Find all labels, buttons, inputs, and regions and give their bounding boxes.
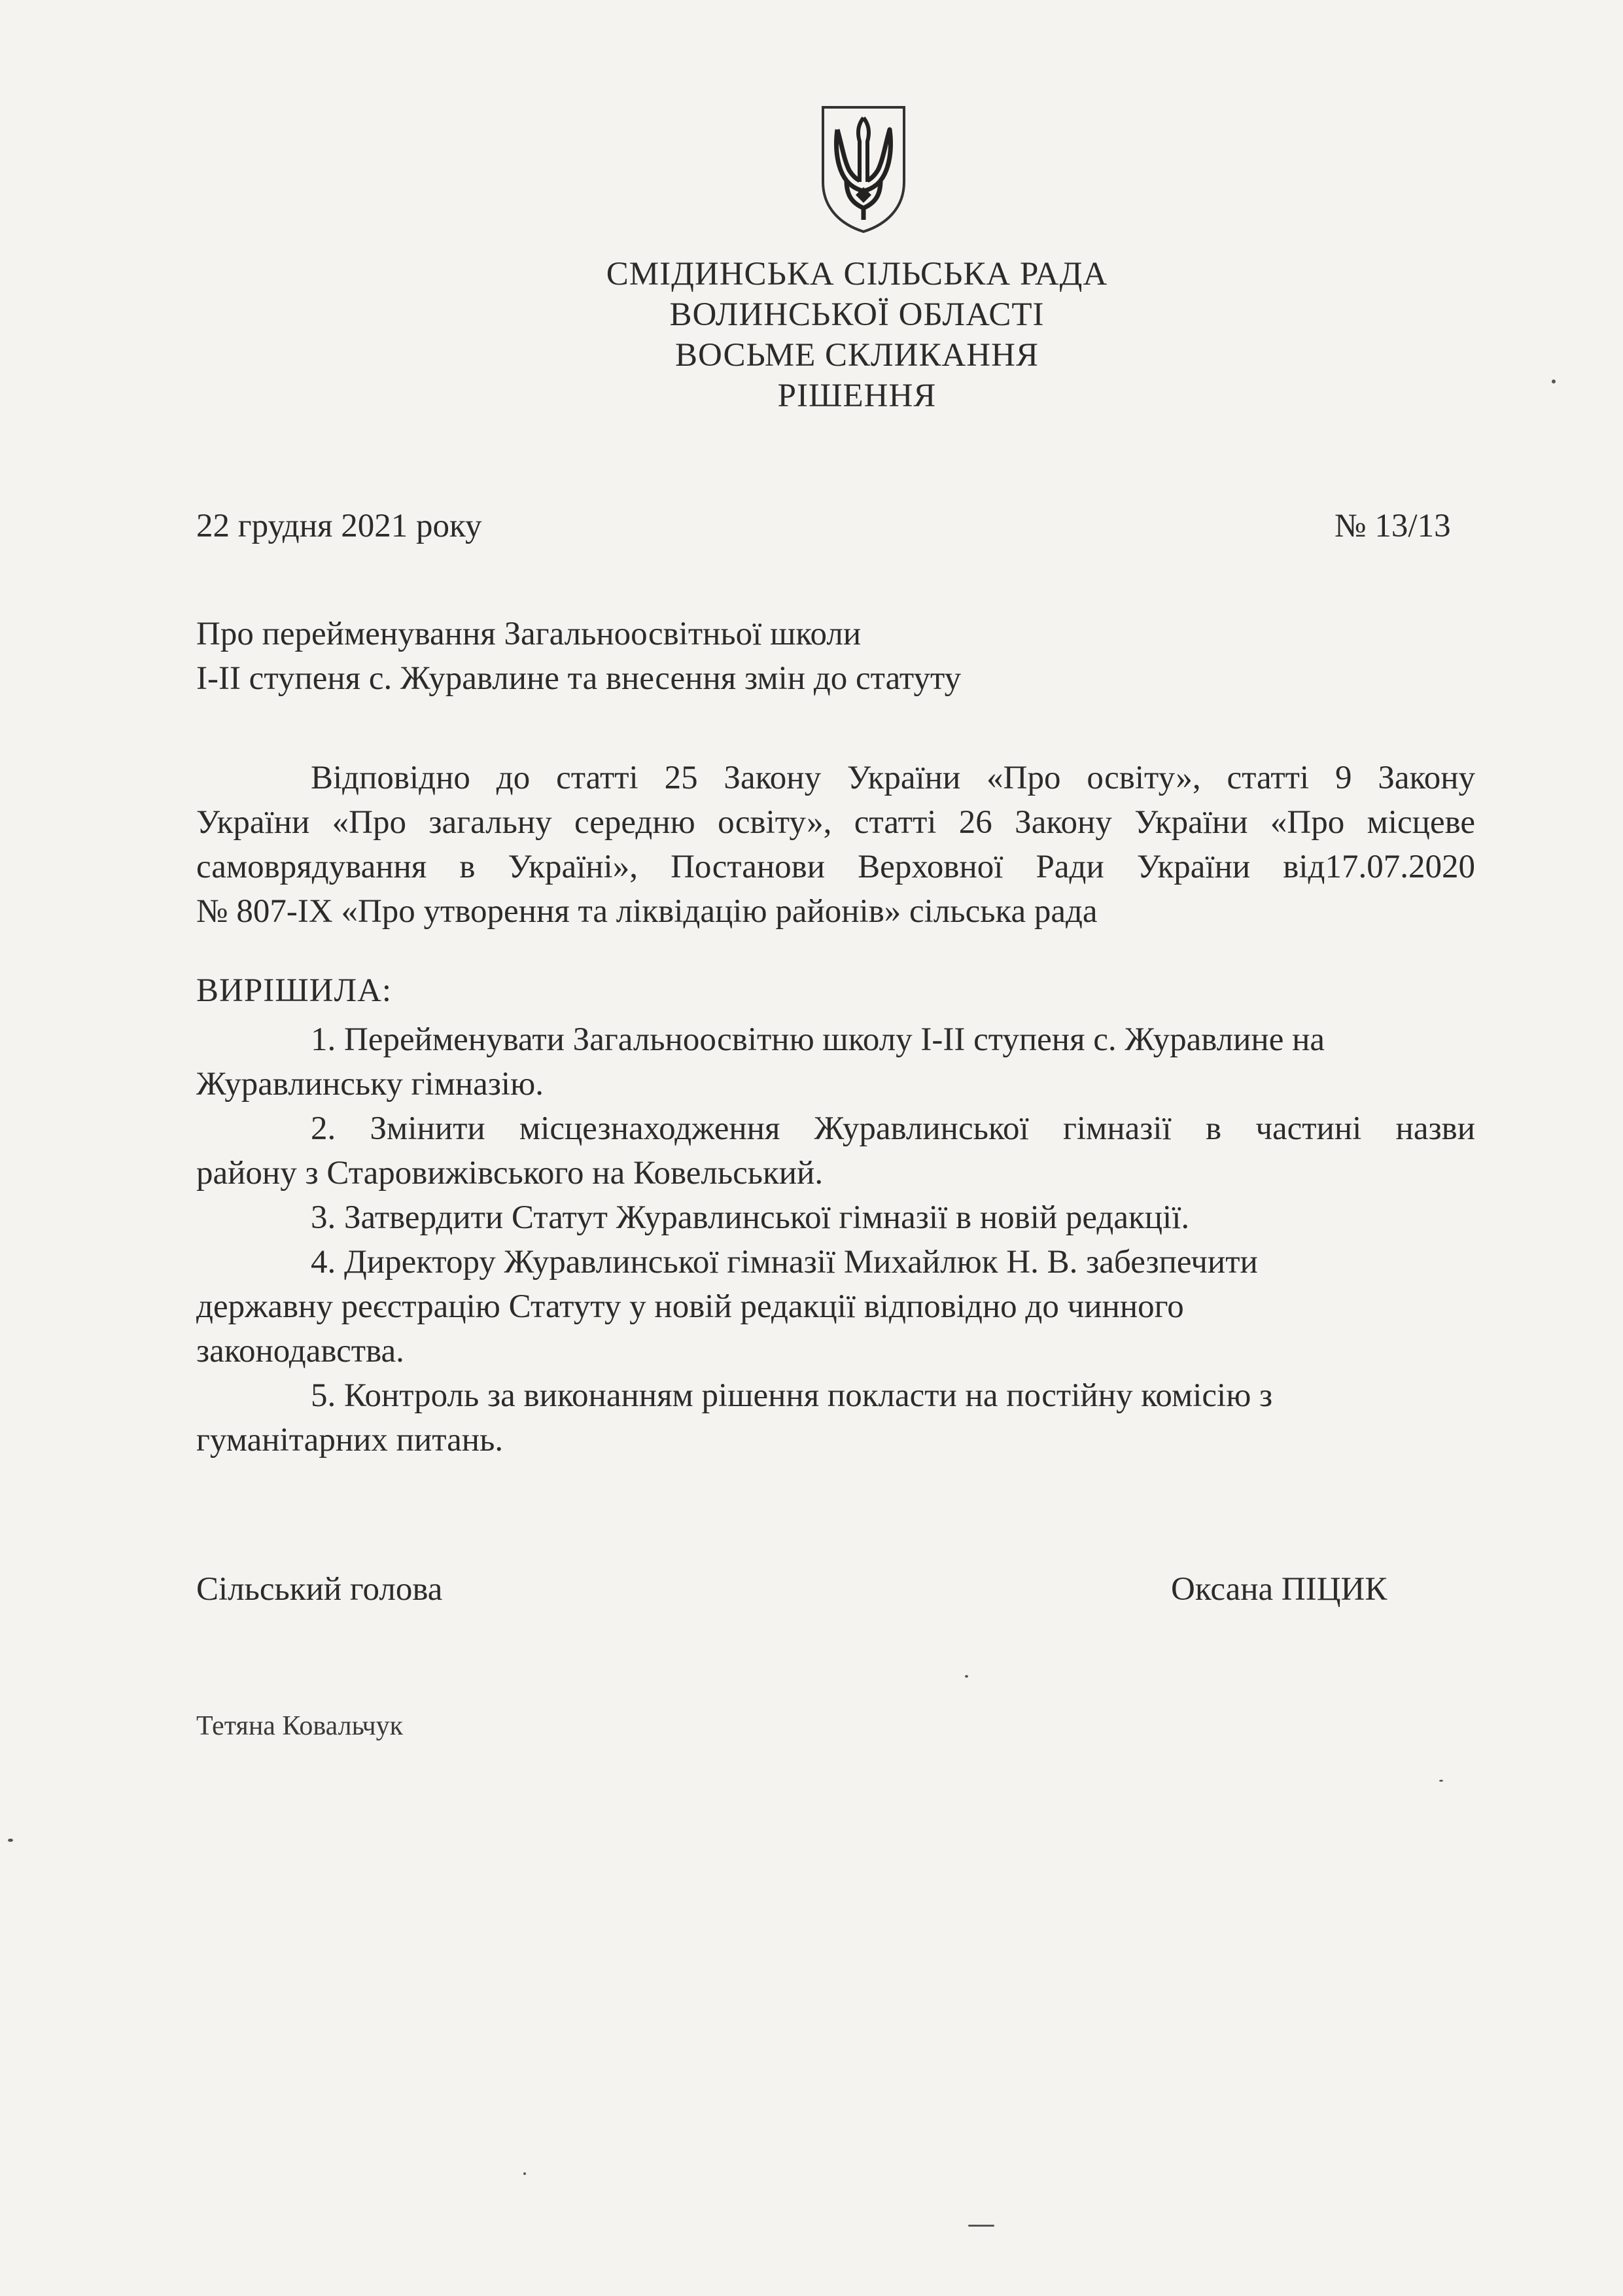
item-4-line: законодавства. [196,1333,404,1369]
preamble-line: України «Про загальну середню освіту», статті 26 Закону України «Про місцеве [196,804,1475,841]
paper-speck [965,1675,968,1678]
preamble-line: самоврядування в Україні», Постанови Верховної Ради України від17.07.2020 [196,849,1475,885]
paper-speck [1439,1780,1443,1782]
signatory-title: Сільський голова [196,1571,443,1608]
preamble-line: Відповідно до статті 25 Закону України «Про освіту», статті 9 Закону [311,760,1475,796]
council-name: СМІДИНСЬКА СІЛЬСЬКА РАДА [606,256,1108,292]
decision-items [196,1017,1475,1462]
executor-name: Тетяна Ковальчук [196,1711,404,1741]
paper-speck [8,1839,13,1842]
decision-number: № 13/13 [1335,508,1451,544]
convocation: ВОСЬМЕ СКЛИКАННЯ [675,337,1039,374]
preamble-line: № 807-ІХ «Про утворення та ліквідацію районів» сільська рада [196,893,1098,930]
paper-speck [968,2225,994,2227]
trident-coat-of-arms-icon [818,103,909,234]
document-header [458,254,1256,416]
decision-date: 22 грудня 2021 року [196,508,482,544]
paper-speck [1552,380,1556,383]
decision-subject [196,612,961,701]
preamble-paragraph [196,756,1475,934]
item-2-line: району з Старовижівського на Ковельський. [196,1155,824,1192]
subject-line: Про перейменування Загальноосвітньої школи [196,616,862,652]
paper-speck [523,2172,526,2175]
item-1-line: 1. Перейменувати Загальноосвітню школу І-ІІ ступеня с. Журавлине на [311,1021,1325,1058]
region-name: ВОЛИНСЬКОЇ ОБЛАСТІ [669,296,1045,333]
document-type: РІШЕННЯ [777,378,937,414]
item-4-line: 4. Директору Журавлинської гімназії Михайлюк Н. В. забезпечити [311,1244,1258,1280]
item-5-line: гуманітарних питань. [196,1422,504,1458]
resolved-heading: ВИРІШИЛА: [196,972,393,1009]
item-3-line: 3. Затвердити Статут Журавлинської гімназії в новій редакції. [311,1199,1190,1236]
item-1-line: Журавлинську гімназію. [196,1066,544,1103]
item-5-line: 5. Контроль за виконанням рішення покласти на постійну комісію з [311,1377,1273,1414]
subject-line: І-ІІ ступеня с. Журавлине та внесення змін до статуту [196,660,962,697]
item-2-line: 2. Змінити місцезнаходження Журавлинської гімназії в частині назви [311,1110,1475,1147]
item-4-line: державну реєстрацію Статуту у новій редакції відповідно до чинного [196,1288,1184,1325]
signatory-name: Оксана ПІЦИК [1171,1571,1387,1608]
